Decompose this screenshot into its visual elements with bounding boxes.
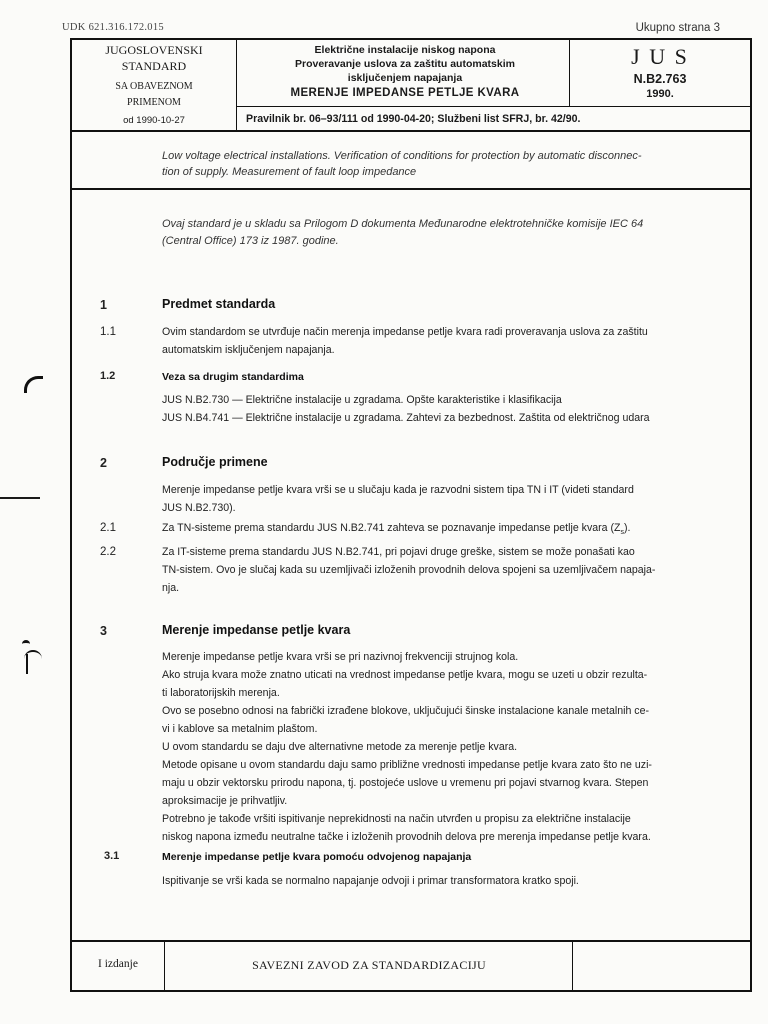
section-2-text bbox=[162, 481, 704, 517]
section-3-1-text bbox=[162, 872, 704, 890]
fold-mark bbox=[0, 497, 40, 499]
section-2-2-text bbox=[162, 543, 704, 597]
section-3-title: Merenje impedanse petlje kvara bbox=[162, 623, 351, 637]
section-3-line: U ovom standardu se daju dve alternativne metode za merenje petlje kvara. bbox=[162, 741, 518, 753]
intro-line2: (Central Office) 173 iz 1987. godine. bbox=[162, 235, 339, 247]
english-line2: tion of supply. Measurement of fault loop impedance bbox=[162, 166, 417, 178]
header-date: od 1990-10-27 bbox=[123, 115, 185, 126]
punch-hole-mark bbox=[24, 376, 43, 393]
section-3-1-number: 3.1 bbox=[104, 850, 120, 862]
section-3-1-line: Ispitivanje se vrši kada se normalno napajanje odvoji i primar transformatora kratko spoji. bbox=[162, 875, 579, 887]
section-3-1-title: Merenje impedanse petlje kvara pomoću odvojenog napajanja bbox=[162, 851, 472, 863]
section-2-2-line1: Za IT-sisteme prema standardu JUS N.B2.741, pri pojavi druge greške, sistem se može ponašati kao bbox=[162, 546, 635, 558]
section-2-1-end: ). bbox=[624, 522, 631, 534]
header-jus: J U S bbox=[631, 44, 689, 69]
section-2-1-line: Za TN-sisteme prema standardu JUS N.B2.741 zahteva se poznavanje impedanse petlje kvara (Z bbox=[162, 522, 621, 534]
section-2-2-line2: TN-sistem. Ovo je slučaj kada su uzemljivači izloženih provodnih delova spojeni sa uzemljivačem napaja- bbox=[162, 564, 656, 576]
header-title-main: MERENJE IMPEDANSE PETLJE KVARA bbox=[290, 87, 520, 99]
header-standard: STANDARD bbox=[121, 59, 187, 73]
section-3-line: niskog napona između neutralne tačke i izloženih provodnih delova pre merenja impedanse petlje kvara. bbox=[162, 831, 651, 843]
section-2-line2: JUS N.B2.730). bbox=[162, 502, 236, 514]
section-3-line: Ovo se posebno odnosi na fabrički izrađene blokove, uključujući šinske instalacione kanale metalnih ce- bbox=[162, 705, 650, 717]
section-2-2-number: 2.2 bbox=[100, 546, 116, 558]
section-1-2-title: Veza sa drugim standardima bbox=[162, 371, 304, 383]
section-3-line: vi i kablove sa metalnim plaštom. bbox=[162, 723, 318, 735]
section-1-1-line2: automatskim isključenjem napajanja. bbox=[162, 344, 335, 356]
section-3-line: maju u obzir vektorsku prirodu napona, tj. postojeće uslove u vremenu pri pojavi stvarnog kvara. Stepen bbox=[162, 777, 649, 789]
section-3-text bbox=[162, 648, 704, 846]
section-2-number: 2 bbox=[100, 456, 107, 470]
header-sa-obaveznom: SA OBAVEZNOM bbox=[115, 81, 193, 92]
section-1-1-line1: Ovim standardom se utvrđuje način merenja impedanse petlje kvara radi proveravanja uslova za zaštitu bbox=[162, 326, 648, 338]
header-table bbox=[70, 38, 752, 132]
header-jugoslovenski: JUGOSLOVENSKI bbox=[105, 43, 203, 57]
header-title-line1: Električne instalacije niskog napona bbox=[314, 44, 496, 56]
section-3-line: aproksimacije je prihvatljiv. bbox=[162, 795, 288, 807]
section-1-1-text bbox=[162, 323, 704, 359]
header-primenom: PRIMENOM bbox=[127, 97, 181, 108]
english-line1: Low voltage electrical installations. Verification of conditions for protection by automatic disconnec- bbox=[162, 150, 642, 162]
header-title-line3: isključenjem napajanja bbox=[347, 72, 463, 84]
section-2-title: Područje primene bbox=[162, 455, 268, 469]
reference-2: JUS N.B4.741 — Električne instalacije u zgradama. Zahtevi za bezbednost. Zaštita od električnog udara bbox=[162, 412, 650, 424]
section-2-line1: Merenje impedanse petlje kvara vrši se u slučaju kada je razvodni sistem tipa TN i IT (videti standard bbox=[162, 484, 634, 496]
punch-hole-mark bbox=[24, 650, 42, 662]
footer-divider-right bbox=[572, 942, 573, 990]
header-divider bbox=[236, 106, 750, 107]
section-3-line: Potrebno je takođe vršiti ispitivanje neprekidnosti na način utvrđen u propisu za električne instalacije bbox=[162, 813, 631, 825]
section-1-number: 1 bbox=[100, 298, 107, 312]
section-2-2-line3: nja. bbox=[162, 582, 180, 594]
header-pravilnik: Pravilnik br. 06–93/111 od 1990-04-20; Službeni list SFRJ, br. 42/90. bbox=[246, 113, 581, 125]
header-year: 1990. bbox=[646, 88, 674, 100]
footer-table bbox=[70, 940, 752, 992]
section-3-line: Metode opisane u ovom standardu daju samo približne vrednosti impedanse petlje kvara zato što ne uzi- bbox=[162, 759, 652, 771]
section-2-1-number: 2.1 bbox=[100, 522, 116, 534]
intro-line1: Ovaj standard je u skladu sa Prilogom D dokumenta Međunarodne elektrotehničke komisije IEC 64 bbox=[162, 218, 644, 230]
section-3-line: Merenje impedanse petlje kvara vrši se pri nazivnoj frekvenciji strujnog kola. bbox=[162, 651, 519, 663]
impedance-subscript: s bbox=[620, 529, 625, 537]
header-code: N.B2.763 bbox=[633, 72, 687, 86]
udk-code: UDK 621.316.172.015 bbox=[62, 22, 164, 33]
section-1-title: Predmet standarda bbox=[162, 297, 276, 311]
section-3-line: ti laboratorijskih merenja. bbox=[162, 687, 280, 699]
header-title-line2: Proveravanje uslova za zaštitu automatskim bbox=[294, 58, 515, 70]
section-1-2-number: 1.2 bbox=[100, 370, 116, 382]
section-3-number: 3 bbox=[100, 624, 107, 638]
reference-1: JUS N.B2.730 — Električne instalacije u zgradama. Opšte karakteristike i klasifikacija bbox=[162, 394, 562, 406]
references-list bbox=[162, 391, 722, 427]
footer-edition: I izdanje bbox=[98, 958, 138, 970]
section-3-line: Ako struja kvara može znatno uticati na vrednost impedanse petlje kvara, mogu se uzeti u obzir rezulta- bbox=[162, 669, 648, 681]
footer-institute: SAVEZNI ZAVOD ZA STANDARDIZACIJU bbox=[252, 958, 486, 972]
english-abstract bbox=[162, 148, 722, 180]
footer-divider-left bbox=[164, 942, 165, 990]
intro-note bbox=[162, 216, 722, 250]
section-2-1-text bbox=[162, 519, 704, 542]
total-pages: Ukupno strana 3 bbox=[635, 22, 720, 34]
section-1-1-number: 1.1 bbox=[100, 326, 116, 338]
